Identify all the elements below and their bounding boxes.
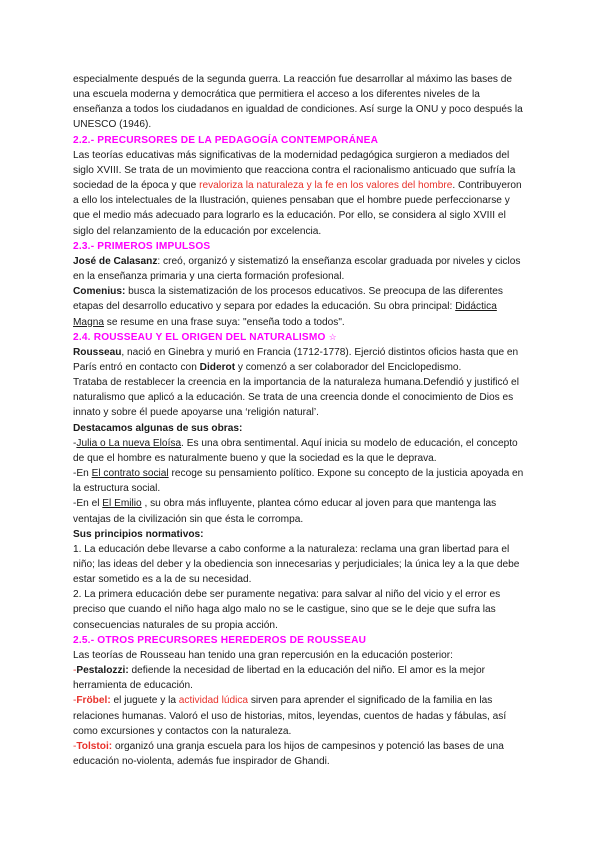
- pestalozzi-dash: -: [73, 665, 77, 677]
- principio-2: 2. La primera educación debe ser puramente negativa: para salvar al niño del vicio y el error es preciso que cuando el niño haga algo malo no se le castigue, sino que se le deje que sufra las consecuencias naturales de su propia acción.: [73, 589, 501, 631]
- calasanz-paragraph: [73, 254, 529, 284]
- document-page: [73, 72, 529, 769]
- frobel-text-b: sirven para aprender el significado de la familia en las relaciones humanas. Valoró el uso de historias, mitos, leyendas, cuentos de hadas y fábulas, así como excursiones y contactos con la naturaleza.: [73, 695, 507, 737]
- pestalozzi-name: Pestalozzi:: [76, 665, 129, 677]
- obra-contrato-text: recoge su pensamiento político. Expone su concepto de la justicia apoyada en la estructura social.: [73, 468, 524, 495]
- section-2-2-paragraph: [73, 148, 529, 239]
- calasanz-name: José de Calasanz: [73, 255, 158, 267]
- rousseau-text-b: y comenzó a ser colaborador del Enciclopedismo.: [235, 361, 462, 373]
- section-2-4-heading: [73, 330, 529, 345]
- tolstoi-dash: -: [73, 740, 77, 752]
- tolstoi-text: organizó una granja escuela para los hijos de campesinos y potenció las bases de una educación no-violenta, además fue inspirador de Ghandi.: [73, 740, 504, 768]
- obra-julia-title: Julia o La nueva Eloísa: [76, 437, 182, 449]
- tolstoi-name: Tolstoi:: [76, 740, 113, 752]
- obra-emilio-prefix: -En el: [73, 498, 103, 510]
- frobel-dash: -: [73, 695, 77, 707]
- obra-emilio: [73, 496, 529, 526]
- intro-paragraph: especialmente después de la segunda guerra. La reacción fue desarrollar al máximo las bases de una escuela moderna y democrática que permitiera el acceso a los diferentes niveles de la enseñanza a todos los ciudadanos en igualdad de condiciones. Así surge la ONU y poco después la UNESCO (1946).: [73, 74, 523, 131]
- diderot-name: Diderot: [199, 361, 236, 373]
- s25-intro: Las teorías de Rousseau han tenido una gran repercusión en la educación posterior:: [73, 649, 453, 661]
- section-2-5-heading: 2.5.- OTROS PRECURSORES HEREDEROS DE ROUSSEAU: [73, 634, 367, 646]
- rousseau-paragraph: [73, 345, 529, 375]
- rousseau-name: Rousseau: [73, 346, 122, 358]
- obra-emilio-text: , su obra más influyente, plantea cómo educar al joven para que mantenga las ventajas de la civilización sin que ésta le corrompa.: [73, 498, 497, 525]
- principio-1: 1. La educación debe llevarse a cabo conforme a la naturaleza: reclama una gran libertad para el niño; las ideas del deber y la obediencia son innecesarias y perjudiciales; la única ley a la que debe estar sometido es a la de su necesidad.: [73, 543, 520, 586]
- obras-heading: Destacamos algunas de sus obras:: [73, 422, 243, 434]
- obra-julia: [73, 436, 529, 466]
- comenius-text-a: busca la sistematización de los procesos educativos. Se preocupa de las diferentes etapas del desarrollo educativo y separa por edades la educación. Su obra principal:: [73, 286, 503, 313]
- comenius-work: Didáctica Magna: [73, 301, 497, 328]
- comenius-paragraph: [73, 284, 529, 329]
- s24-heading-text: 2.4. ROUSSEAU Y EL ORIGEN DEL NATURALISMO: [73, 331, 326, 343]
- principios-heading: Sus principios normativos:: [73, 528, 204, 540]
- obra-emilio-title: El Emilio: [102, 498, 142, 510]
- rousseau-text-a: , nació en Ginebra y murió en Francia (1712-1778). Ejerció distintos oficios hasta que en París entró en contacto con: [73, 346, 519, 373]
- obra-contrato-prefix: -En: [73, 468, 92, 480]
- pestalozzi-text: defiende la necesidad de libertad en la educación del niño. El amor es la mejor herramienta de educación.: [73, 665, 485, 692]
- obra-contrato: [73, 466, 529, 496]
- calasanz-text: : creó, organizó y sistematizó la enseñanza escolar graduada por niveles y ciclos en la enseñanza primaria y una cierta formación profesional.: [73, 255, 521, 283]
- frobel-highlight: actividad lúdica: [178, 695, 249, 707]
- s22-text-a: Las teorías educativas más significativas de la modernidad pedagógica surgieron a mediados del siglo XVIII. Se trata de un movimiento que reacciona contra el racionalismo anticuado que sufría la sociedad de la época y que: [73, 149, 516, 192]
- tolstoi-paragraph: [73, 739, 529, 769]
- comenius-name: Comenius:: [73, 286, 126, 298]
- naturalismo-paragraph: Trataba de restablecer la creencia en la importancia de la naturaleza humana.Defendió y justificó el naturalismo que aplicó a la educación. Se trata de una creencia donde el conocimiento de Dios es innato y sobre él puede apoyarse una ‘religión natural’.: [73, 377, 519, 419]
- section-2-2-heading: 2.2.- PRECURSORES DE LA PEDAGOGÍA CONTEMPORÁNEA: [73, 134, 379, 146]
- s22-highlight: revaloriza la naturaleza y la fe en los valores del hombre: [199, 180, 453, 192]
- frobel-name: Fröbel:: [76, 695, 111, 707]
- obra-julia-dash: -: [73, 437, 77, 449]
- section-2-3-heading: 2.3.- PRIMEROS IMPULSOS: [73, 240, 211, 252]
- frobel-text-a: el juguete y la: [110, 695, 179, 707]
- frobel-paragraph: [73, 693, 529, 738]
- s22-text-b: . Contribuyeron a ello los intelectuales de la Ilustración, quienes pensaban que el hombre puede perfeccionarse y que el medio más adecuado para lograrlo es la educación. Por ello, se considera al siglo XVIII el siglo del relanzamiento de la educación por excelencia.: [73, 180, 522, 237]
- comenius-text-b: se resume en una frase suya: "enseña todo a todos".: [103, 316, 345, 328]
- obra-julia-text: . Es una obra sentimental. Aquí inicia su modelo de educación, el concepto de que el hombre es naturalmente bueno y que la sociedad es la que le deprava.: [73, 437, 518, 464]
- star-icon: ☆: [328, 331, 337, 342]
- pestalozzi-paragraph: [73, 663, 529, 693]
- obra-contrato-title: El contrato social: [91, 468, 169, 480]
